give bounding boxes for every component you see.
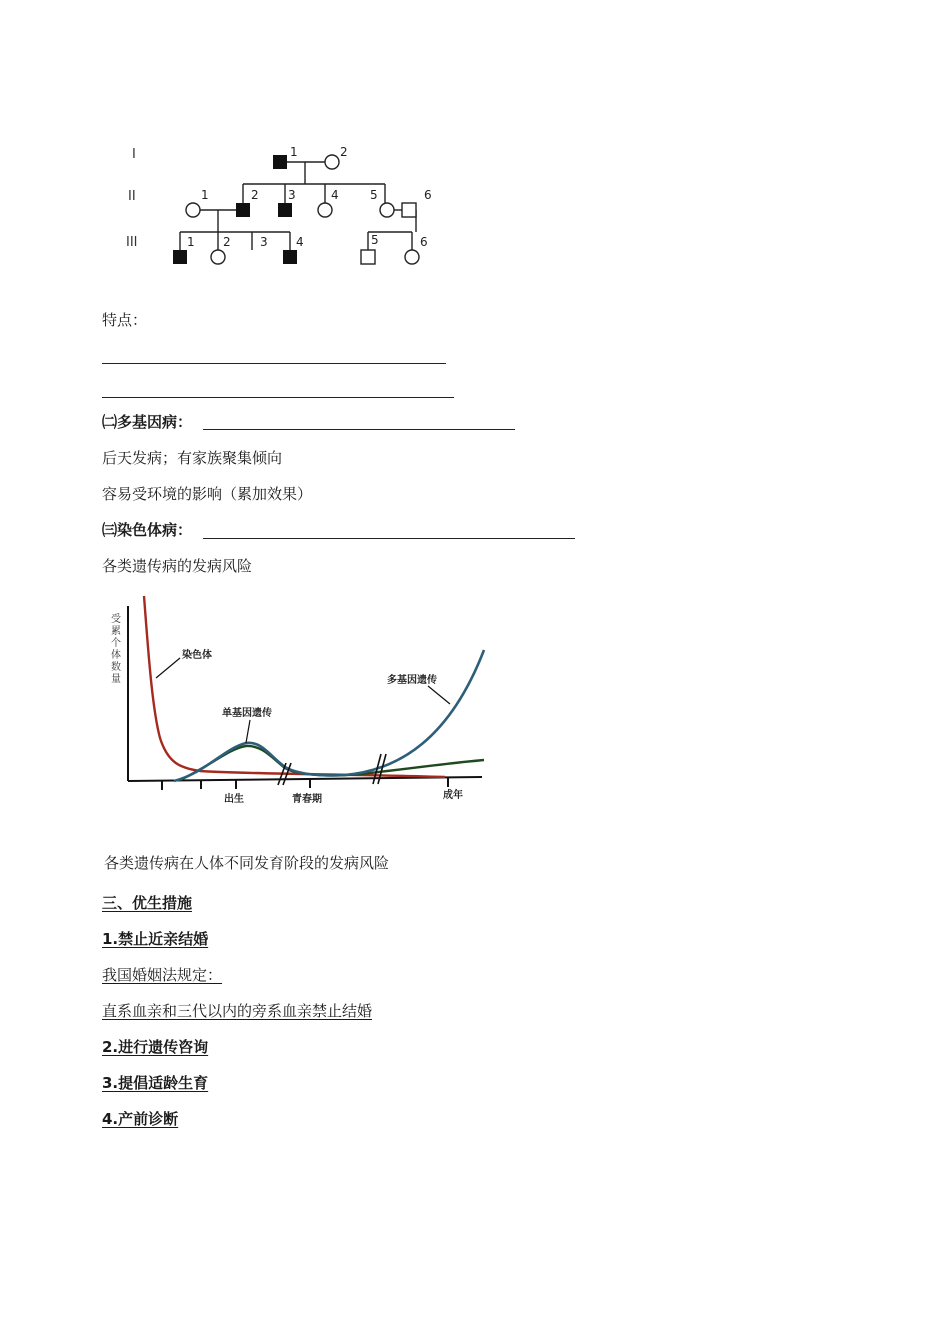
- pedigree-chart: [100, 128, 462, 280]
- pedigree-number: 2: [223, 235, 231, 249]
- pedigree-male-affected-ii3: [278, 203, 292, 217]
- generation-label-2: II: [128, 189, 136, 204]
- polygenic-line-2: 容易受环境的影响（累加效果）: [102, 485, 313, 503]
- polygenic-line-1: 后天发病；有家族聚集倾向: [102, 449, 283, 467]
- pedigree-female-ii1: [186, 203, 200, 217]
- features-label: 特点：: [102, 311, 148, 329]
- blank-line: [203, 538, 575, 539]
- marriage-law-rule: 直系血亲和三代以内的旁系血亲禁止结婚: [102, 1002, 373, 1020]
- pedigree-number: 2: [251, 188, 259, 202]
- series-label-monogenic: 单基因遗传: [222, 708, 272, 719]
- blank-line: [102, 397, 454, 398]
- pedigree-number: 1: [290, 145, 298, 159]
- chart-ylabel: 受累个体数量: [111, 614, 121, 685]
- measure-3-heading: 3.提倡适龄生育: [102, 1074, 209, 1092]
- pedigree-number: 6: [424, 188, 432, 202]
- series-polygenic-line: [174, 650, 484, 781]
- pedigree-number: 3: [260, 235, 268, 249]
- pedigree-male-affected-iii1: [173, 250, 187, 264]
- risk-caption: 各类遗传病在人体不同发育阶段的发病风险: [104, 854, 390, 872]
- pedigree-female-ii5: [380, 203, 394, 217]
- measure-4-heading: 4.产前诊断: [102, 1110, 179, 1128]
- x-tick-label: 成年: [443, 790, 463, 801]
- x-tick-label: 青春期: [292, 794, 322, 805]
- pedigree-number: 3: [288, 188, 296, 202]
- series-label-polygenic: 多基因遗传: [387, 675, 437, 686]
- leader-line: [156, 658, 180, 678]
- pedigree-number: 4: [296, 235, 304, 249]
- generation-label-1: I: [132, 147, 136, 162]
- series-label-chromosome: 染色体: [182, 650, 212, 661]
- risk-title: 各类遗传病的发病风险: [102, 557, 253, 575]
- generation-label-3: III: [126, 235, 138, 250]
- pedigree-male-iii5: [361, 250, 375, 264]
- blank-line: [203, 429, 515, 430]
- pedigree-number: 5: [371, 233, 379, 247]
- pedigree-female-i2: [325, 155, 339, 169]
- pedigree-male-affected-ii2: [236, 203, 250, 217]
- polygenic-heading: ㈡多基因病：: [102, 413, 193, 431]
- pedigree-number: 5: [370, 188, 378, 202]
- pedigree-male-ii6: [402, 203, 416, 217]
- pedigree-female-iii2: [211, 250, 225, 264]
- pedigree-number: 1: [187, 235, 195, 249]
- x-tick-label: 出生: [224, 794, 244, 805]
- pedigree-male-affected-i1: [273, 155, 287, 169]
- pedigree-female-iii6: [405, 250, 419, 264]
- pedigree-number: 6: [420, 235, 428, 249]
- pedigree-number: 1: [201, 188, 209, 202]
- series-chromosome-line: [144, 596, 445, 777]
- measure-2-heading: 2.进行遗传咨询: [102, 1038, 209, 1056]
- chromosomal-heading: ㈢染色体病：: [102, 521, 193, 539]
- blank-line: [102, 363, 446, 364]
- leader-line: [246, 720, 250, 743]
- risk-chart: [100, 588, 500, 816]
- pedigree-number: 4: [331, 188, 339, 202]
- section-3-heading: 三、优生措施: [102, 894, 193, 912]
- leader-line: [428, 686, 450, 704]
- measure-1-heading: 1.禁止近亲结婚: [102, 930, 209, 948]
- pedigree-number: 2: [340, 145, 348, 159]
- marriage-law-label: 我国婚姻法规定：: [102, 966, 223, 984]
- pedigree-male-affected-iii4: [283, 250, 297, 264]
- pedigree-female-ii4: [318, 203, 332, 217]
